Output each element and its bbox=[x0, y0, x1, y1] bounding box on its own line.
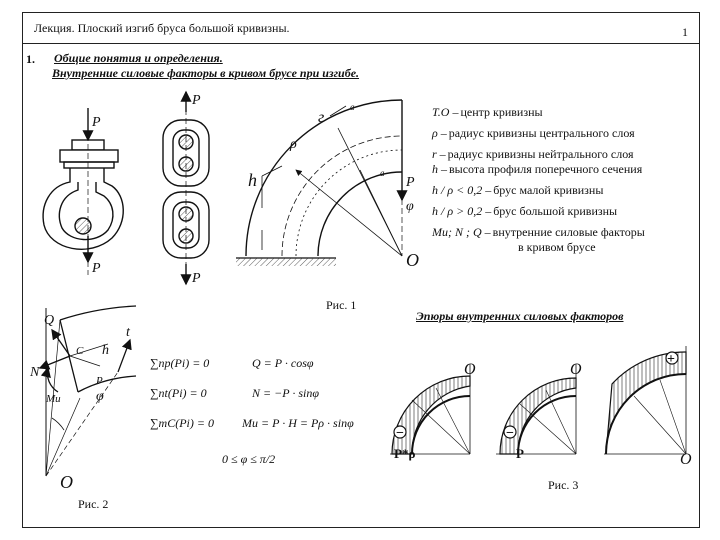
epure2-minus-sign: − bbox=[506, 426, 514, 441]
epure-middle-value: P bbox=[516, 446, 524, 461]
beam-height-label: h bbox=[248, 170, 257, 190]
def-text: высота профиля поперечного сечения bbox=[449, 162, 643, 176]
beam-phi-label: φ bbox=[406, 199, 414, 214]
chain-bottom-load-label: P bbox=[192, 271, 201, 286]
hook-load-label: P bbox=[92, 115, 101, 130]
element-forces-drawing bbox=[40, 306, 136, 476]
def-text: в кривом брусе bbox=[518, 240, 596, 254]
beam-rho-label: ρ bbox=[290, 137, 297, 152]
def-symbol: h – bbox=[432, 162, 447, 176]
equation-3-lhs: ∑mC(Pi) = 0 bbox=[150, 416, 214, 430]
chain-link-drawing bbox=[163, 92, 209, 284]
fig2-h-label: h bbox=[102, 343, 109, 358]
figure-1-caption: Рис. 1 bbox=[326, 298, 357, 312]
def-symbol: h / ρ < 0,2 – bbox=[432, 183, 492, 197]
beam-point-a-label: a bbox=[350, 102, 355, 112]
equation-1-lhs: ∑np(Pi) = 0 bbox=[150, 356, 210, 370]
angle-range: 0 ≤ φ ≤ π/2 bbox=[222, 452, 276, 466]
def-text: брус малой кривизны bbox=[493, 183, 604, 197]
def-symbol: Mи; N ; Q – bbox=[432, 225, 491, 239]
equation-3-rhs: Mи = P · H = Pρ · sinφ bbox=[242, 416, 354, 430]
epure3-o-label: O bbox=[680, 451, 692, 468]
def-symbol: ρ – bbox=[432, 126, 447, 140]
page-number: 1 bbox=[682, 25, 688, 39]
def-symbol: h / ρ > 0,2 – bbox=[432, 204, 492, 218]
fig2-p-label: P bbox=[96, 375, 103, 387]
epure-title: Эпюры внутренних силовых факторов bbox=[416, 309, 624, 323]
equation-2-lhs: ∑nt(Pi) = 0 bbox=[150, 386, 207, 400]
beam-point-a2-label: a bbox=[380, 168, 385, 178]
fig2-n-label: N bbox=[30, 365, 40, 380]
lecture-title: Лекция. Плоский изгиб бруса большой кривизны. bbox=[34, 21, 290, 35]
section-subtitle: Внутренние силовые факторы в кривом брусе при изгибе. bbox=[52, 66, 360, 80]
epure1-minus-sign: − bbox=[396, 426, 404, 441]
epure1-o-label: O bbox=[464, 361, 476, 378]
def-text: радиус кривизны нейтрального слоя bbox=[447, 147, 634, 161]
beam-load-label: P bbox=[406, 175, 415, 190]
fig2-mi-label: Mи bbox=[46, 393, 61, 405]
fig2-q-label: Q bbox=[44, 313, 55, 328]
fig2-t-label: t bbox=[126, 325, 130, 340]
figure-2-caption: Рис. 2 bbox=[78, 497, 109, 511]
section-title: Общие понятия и определения. bbox=[54, 51, 223, 65]
figure-3-caption: Рис. 3 bbox=[548, 478, 579, 492]
equation-1-rhs: Q = P · cosφ bbox=[252, 356, 314, 370]
fig2-o-label: O bbox=[60, 472, 73, 492]
fig2-phi-label: φ bbox=[96, 389, 104, 404]
section-number: 1. bbox=[26, 52, 35, 66]
chain-top-load-label: P bbox=[192, 93, 201, 108]
hook-reaction-label: P bbox=[92, 261, 101, 276]
epure3-plus-sign: + bbox=[667, 352, 675, 367]
equation-2-rhs: N = −P · sinφ bbox=[252, 386, 319, 400]
hook-drawing bbox=[43, 108, 123, 275]
beam-center-label: O bbox=[406, 250, 419, 270]
fig2-c-label: C bbox=[76, 345, 84, 357]
def-text: внутренние силовые факторы bbox=[492, 225, 645, 239]
def-symbol: T.O – bbox=[432, 105, 459, 119]
epure-left-value: P*ρ bbox=[394, 446, 416, 461]
def-symbol: r – bbox=[432, 147, 446, 161]
epure2-o-label: O bbox=[570, 361, 582, 378]
def-text: центр кривизны bbox=[460, 105, 543, 119]
def-text: брус большой кривизны bbox=[493, 204, 618, 218]
def-text: радиус кривизны центрального слоя bbox=[448, 126, 635, 140]
beam-section-label: г bbox=[318, 109, 325, 126]
